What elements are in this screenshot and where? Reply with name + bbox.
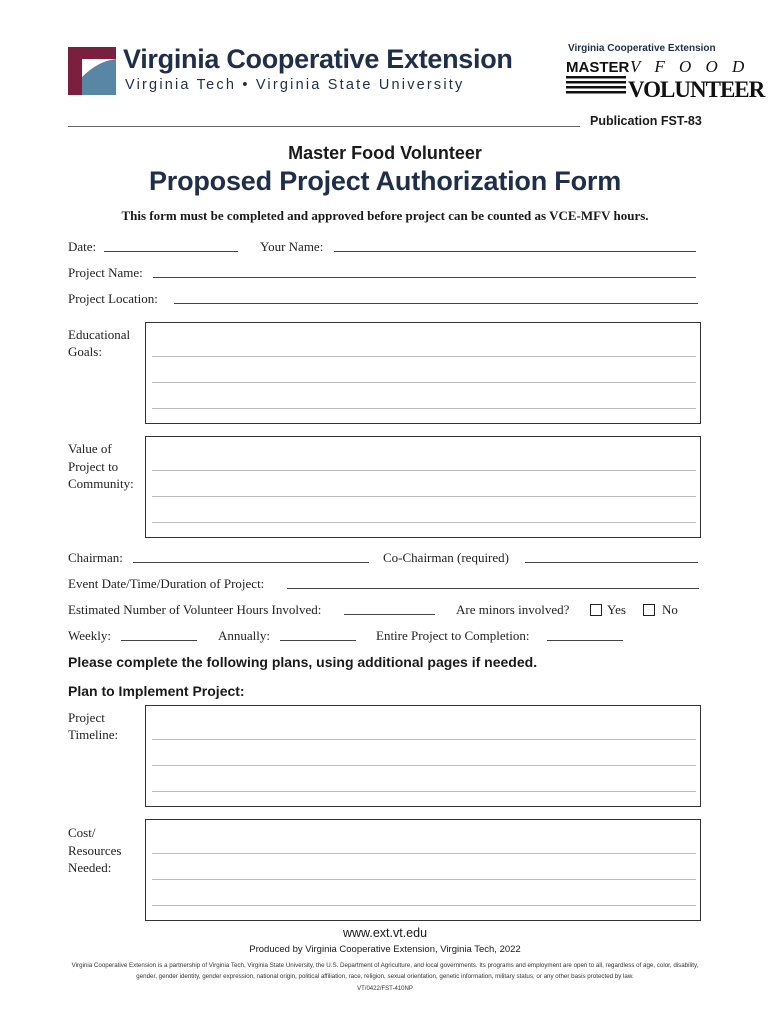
volunteer-hours-label: Estimated Number of Volunteer Hours Involved: bbox=[68, 602, 322, 617]
cost-resources-label: Cost/ Resources Needed: bbox=[68, 825, 122, 875]
writing-line bbox=[152, 408, 696, 409]
footer-url[interactable]: www.ext.vt.edu bbox=[342, 926, 428, 940]
writing-line bbox=[152, 905, 696, 906]
mfv-logo-caption: Virginia Cooperative Extension bbox=[568, 43, 716, 54]
writing-line bbox=[152, 853, 696, 854]
minors-label: Are minors involved? bbox=[456, 602, 570, 617]
master-food-volunteer-logo bbox=[564, 56, 765, 102]
date-label: Date: bbox=[68, 239, 97, 254]
form-subtitle: Master Food Volunteer bbox=[288, 143, 482, 163]
timeline-label: Project Timeline: bbox=[68, 710, 119, 742]
writing-line bbox=[152, 496, 696, 497]
plan-heading: Plan to Implement Project: bbox=[68, 683, 245, 699]
weekly-label: Weekly: bbox=[68, 628, 111, 643]
vce-logo-icon bbox=[68, 47, 116, 95]
form-title: Proposed Project Authorization Form bbox=[148, 166, 622, 196]
footer-doc-code: VT/0422/FST-410NP bbox=[357, 986, 413, 992]
volunteer-hours-field[interactable] bbox=[344, 602, 435, 615]
form-instructions: This form must be completed and approved before project can be counted as VCE-MFV hours. bbox=[121, 208, 649, 223]
entire-project-field[interactable] bbox=[547, 628, 623, 641]
publication-number: Publication FST-83 bbox=[590, 114, 702, 128]
org-subtitle: Virginia Tech • Virginia State University bbox=[125, 77, 465, 93]
date-field[interactable] bbox=[104, 239, 238, 252]
minors-yes-checkbox[interactable] bbox=[590, 604, 602, 616]
educational-goals-label: Educational Goals: bbox=[68, 327, 131, 359]
footer-legal bbox=[70, 961, 700, 982]
minors-no-checkbox[interactable] bbox=[643, 604, 655, 616]
timeline-box[interactable] bbox=[145, 705, 701, 807]
writing-line bbox=[152, 739, 696, 740]
project-name-label: Project Name: bbox=[68, 265, 143, 280]
writing-line bbox=[152, 791, 696, 792]
svg-text:VOLUNTEER: VOLUNTEER bbox=[628, 77, 765, 102]
project-name-field[interactable] bbox=[153, 265, 696, 278]
co-chairman-field[interactable] bbox=[525, 550, 698, 563]
community-value-label: Value of Project to Community: bbox=[68, 441, 134, 491]
event-date-label: Event Date/Time/Duration of Project: bbox=[68, 576, 265, 591]
footer-produced-by: Produced by Virginia Cooperative Extension, Virginia Tech, 2022 bbox=[249, 944, 521, 955]
event-date-field[interactable] bbox=[287, 576, 699, 589]
co-chairman-label: Co-Chairman (required) bbox=[383, 550, 509, 565]
your-name-field[interactable] bbox=[334, 239, 696, 252]
writing-line bbox=[152, 356, 696, 357]
minors-yes-label: Yes bbox=[607, 602, 626, 617]
project-location-field[interactable] bbox=[174, 291, 698, 304]
footer-legal-line-1: Virginia Cooperative Extension is a partnership of Virginia Tech, Virginia State University, the U.S. Department of Agriculture, and local governments. Its programs and employment are open to all, regardless of age, color, disability, bbox=[71, 962, 699, 969]
footer-legal-line-2: gender, gender identity, gender expression, national origin, political affiliation, race, religion, sexual orientation, genetic information, military status, or any other basis protected by law. bbox=[136, 972, 634, 980]
chairman-label: Chairman: bbox=[68, 550, 123, 565]
project-location-label: Project Location: bbox=[68, 291, 158, 306]
header-rule bbox=[68, 126, 580, 127]
weekly-field[interactable] bbox=[121, 628, 197, 641]
writing-line bbox=[152, 522, 696, 523]
writing-line bbox=[152, 470, 696, 471]
community-value-box[interactable] bbox=[145, 436, 701, 538]
writing-line bbox=[152, 879, 696, 880]
annually-label: Annually: bbox=[218, 628, 270, 643]
educational-goals-box[interactable] bbox=[145, 322, 701, 424]
plans-instruction: Please complete the following plans, using additional pages if needed. bbox=[68, 654, 538, 670]
minors-no-label: No bbox=[662, 602, 678, 617]
entire-project-label: Entire Project to Completion: bbox=[376, 628, 530, 643]
cost-resources-box[interactable] bbox=[145, 819, 701, 921]
annually-field[interactable] bbox=[280, 628, 356, 641]
svg-text:MASTER: MASTER bbox=[566, 59, 630, 76]
svg-text:V F O O D: V F O O D bbox=[630, 57, 750, 76]
writing-line bbox=[152, 382, 696, 383]
your-name-label: Your Name: bbox=[260, 239, 324, 254]
writing-line bbox=[152, 765, 696, 766]
org-name: Virginia Cooperative Extension bbox=[123, 44, 513, 74]
chairman-field[interactable] bbox=[133, 550, 369, 563]
